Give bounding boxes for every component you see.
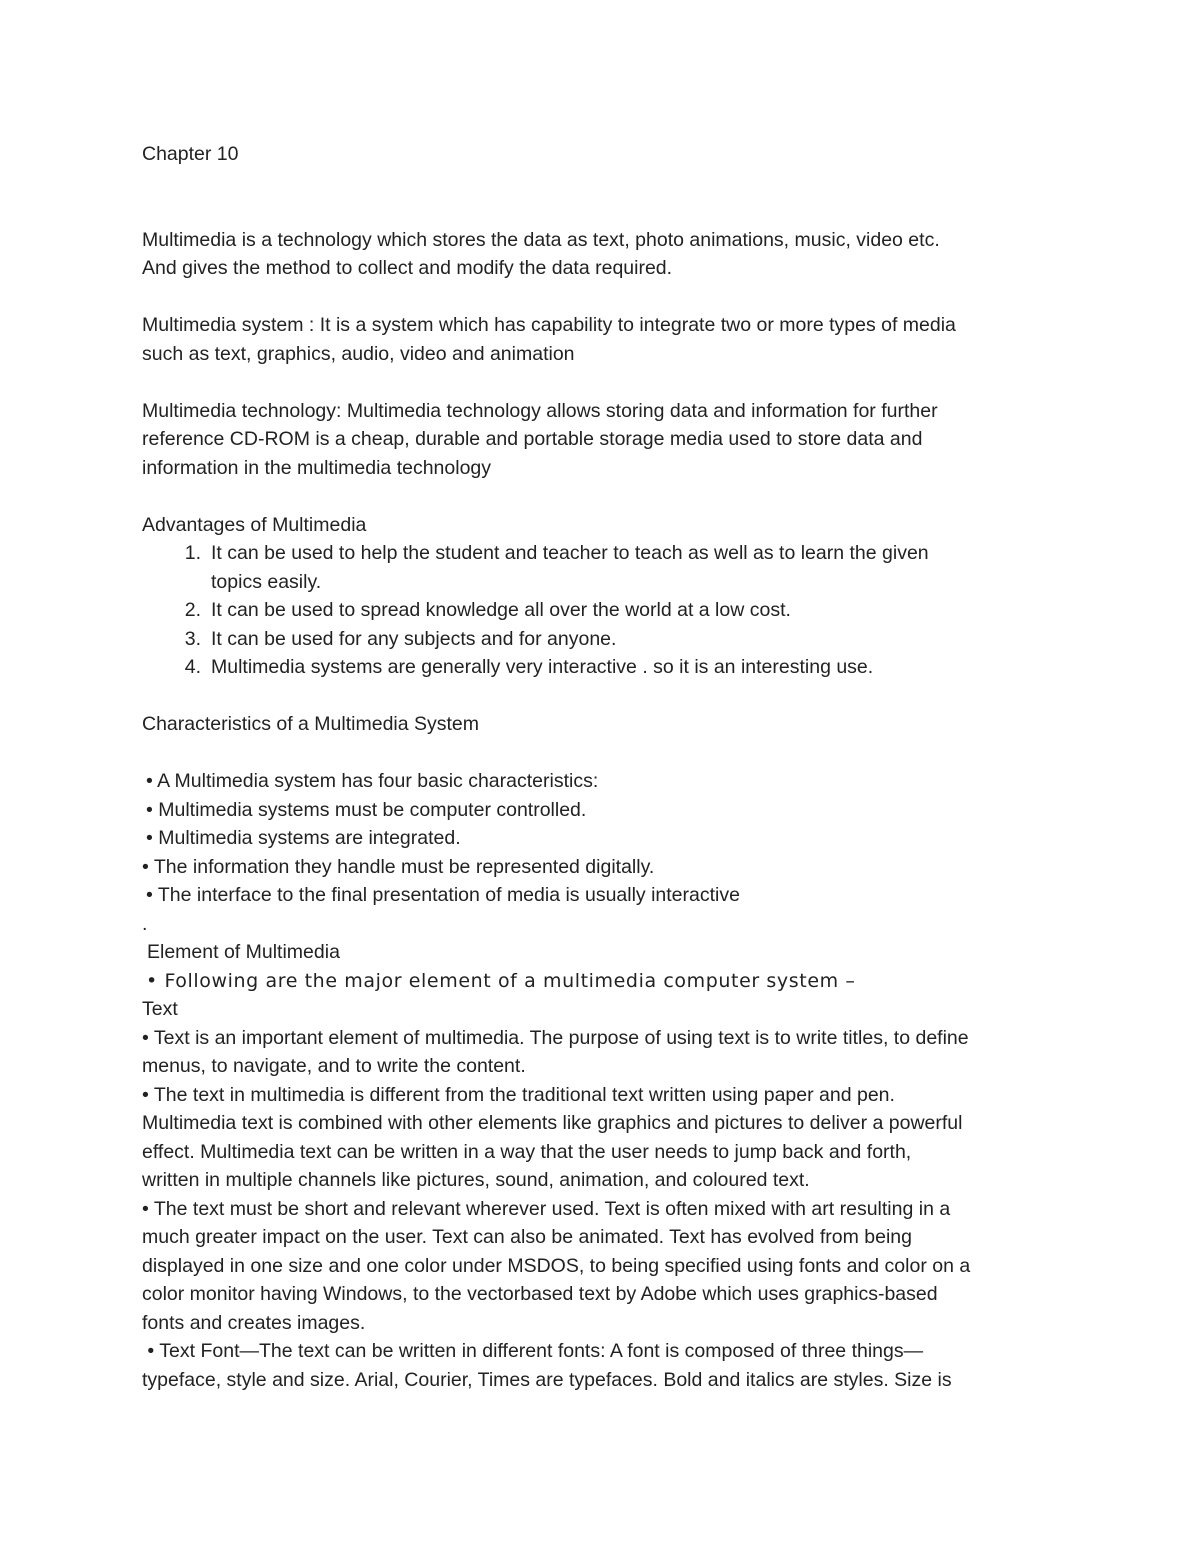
list-number: 4. [184, 656, 201, 678]
document-body [142, 140, 1072, 1394]
text-paragraph-line: typeface, style and size. Arial, Courier, Times are typefaces. Bold and italics are styles. Size is [142, 1368, 952, 1391]
list-item-text: It can be used to help the student and teacher to teach as well as to learn the given [211, 542, 929, 564]
spacer [142, 482, 1072, 511]
spacer [142, 368, 1072, 397]
list-item-text: It can be used to spread knowledge all over the world at a low cost. [211, 599, 791, 621]
characteristics-heading: Characteristics of a Multimedia System [142, 713, 480, 735]
characteristic-bullet: • Multimedia systems must be computer controlled. [146, 798, 587, 821]
text-paragraph-line: menus, to navigate, and to write the content. [142, 1055, 526, 1077]
elements-lead: • Following are the major element of a multimedia computer system – [146, 969, 856, 992]
text-paragraph-line: • Text is an important element of multimedia. The purpose of using text is to write titles, to define [142, 1026, 969, 1049]
text-subheading: Text [142, 998, 178, 1020]
list-number: 1. [184, 542, 201, 564]
chapter-title: Chapter 10 [142, 143, 239, 165]
characteristic-bullet: • A Multimedia system has four basic characteristics: [146, 770, 599, 792]
technology-def-line: Multimedia technology: Multimedia technology allows storing data and information for further [142, 399, 938, 422]
list-item-continuation: topics easily. [211, 570, 322, 593]
intro-line: Multimedia is a technology which stores the data as text, photo animations, music, video etc. [142, 228, 940, 251]
spacer [142, 169, 1072, 226]
list-item-text: It can be used for any subjects and for anyone. [211, 627, 617, 650]
characteristic-bullet: • The information they handle must be represented digitally. [142, 855, 655, 878]
characteristic-bullet: • Multimedia systems are integrated. [146, 827, 461, 849]
list-item [142, 625, 1072, 654]
intro-line: And gives the method to collect and modify the data required. [142, 257, 673, 279]
spacer [142, 682, 1072, 711]
text-paragraph-line: written in multiple channels like pictures, sound, animation, and coloured text. [142, 1169, 810, 1191]
text-paragraph-line: effect. Multimedia text can be written in a way that the user needs to jump back and forth, [142, 1140, 912, 1163]
technology-def-line: reference CD-ROM is a cheap, durable and portable storage media used to store data and [142, 428, 923, 450]
text-paragraph-line: Multimedia text is combined with other elements like graphics and pictures to deliver a powerful [142, 1112, 963, 1134]
elements-heading: Element of Multimedia [147, 941, 340, 963]
list-item-text: Multimedia systems are generally very interactive . so it is an interesting use. [211, 656, 874, 678]
list-item [142, 596, 1072, 625]
list-number: 3. [184, 627, 201, 650]
text-paragraph-line: • The text must be short and relevant wherever used. Text is often mixed with art resulting in a [142, 1197, 951, 1220]
advantages-heading: Advantages of Multimedia [142, 513, 367, 536]
system-def-line: Multimedia system : It is a system which has capability to integrate two or more types of media [142, 314, 956, 336]
technology-def-line: information in the multimedia technology [142, 456, 492, 479]
list-number: 2. [184, 599, 201, 621]
advantages-list [142, 539, 1072, 682]
spacer [142, 283, 1072, 312]
text-paragraph-line: fonts and creates images. [142, 1311, 366, 1334]
system-def-line: such as text, graphics, audio, video and animation [142, 342, 575, 365]
list-item [142, 539, 1072, 568]
spacer [142, 739, 1072, 768]
text-paragraph-line: color monitor having Windows, to the vectorbased text by Adobe which uses graphics-based [142, 1283, 938, 1305]
trailing-dot: . [142, 912, 148, 935]
text-paragraph-line: • The text in multimedia is different from the traditional text written using paper and pen. [142, 1083, 895, 1106]
list-item [142, 653, 1072, 682]
characteristic-bullet: • The interface to the final presentation of media is usually interactive [146, 884, 740, 906]
text-paragraph-line: • Text Font—The text can be written in different fonts: A font is composed of three things— [142, 1340, 924, 1362]
text-paragraph-line: much greater impact on the user. Text can also be animated. Text has evolved from being [142, 1226, 912, 1248]
text-paragraph-line: displayed in one size and one color under MSDOS, to being specified using fonts and color on a [142, 1254, 971, 1277]
